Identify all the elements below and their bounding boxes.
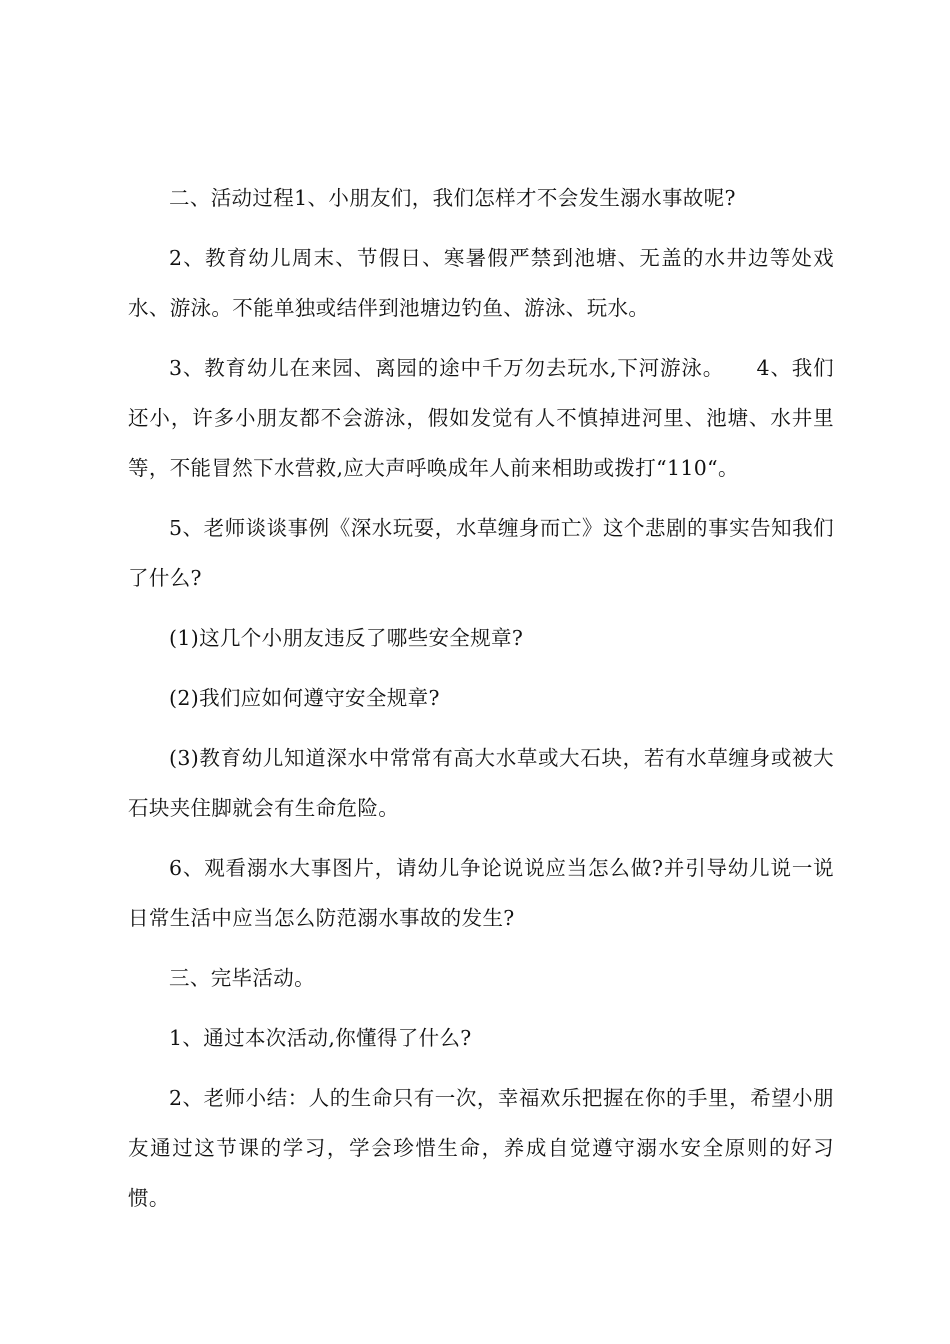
paragraph-section-end: 三、完毕活动。: [169, 966, 315, 990]
paragraph-question-2: (2)我们应如何遵守安全规章?: [169, 686, 440, 710]
paragraph-what-learned: 1、通过本次活动,你懂得了什么?: [169, 1026, 472, 1050]
paragraph-teacher-summary: 2、老师小结：人的生命只有一次，幸福欢乐把握在你的手里，希望小朋友通过这节课的学习，学会珍惜生命，养成自觉遵守溺水安全原则的好习惯。: [128, 1086, 834, 1210]
paragraph-holiday-safety: 2、教育幼儿周末、节假日、寒暑假严禁到池塘、无盖的水井边等处戏水、游泳。不能单独或结伴到池塘边钓鱼、游泳、玩水。: [128, 246, 834, 320]
paragraph-question-3: (3)教育幼儿知道深水中常常有高大水草或大石块，若有水草缠身或被大石块夹住脚就会有生命危险。: [128, 746, 834, 820]
document-body: [128, 173, 834, 1233]
paragraph-case-study: 5、老师谈谈事例《深水玩耍，水草缠身而亡》这个悲剧的事实告知我们了什么?: [128, 516, 834, 590]
paragraph-pictures-discussion: 6、观看溺水大事图片，请幼儿争论说说应当怎么做?并引导幼儿说一说日常生活中应当怎么防范溺水事故的发生?: [128, 856, 834, 930]
paragraph-question-1: (1)这几个小朋友违反了哪些安全规章?: [169, 626, 524, 650]
paragraph-activity-process: 二、活动过程1、小朋友们，我们怎样才不会发生溺水事故呢?: [169, 186, 736, 210]
paragraph-commute-safety: 3、教育幼儿在来园、离园的途中千万勿去玩水,下河游泳。 4、我们还小，许多小朋友都不会游泳，假如发觉有人不慎掉进河里、池塘、水井里等，不能冒然下水营救,应大声呼唤成年人前来相助或拨打“110“。: [128, 356, 834, 480]
